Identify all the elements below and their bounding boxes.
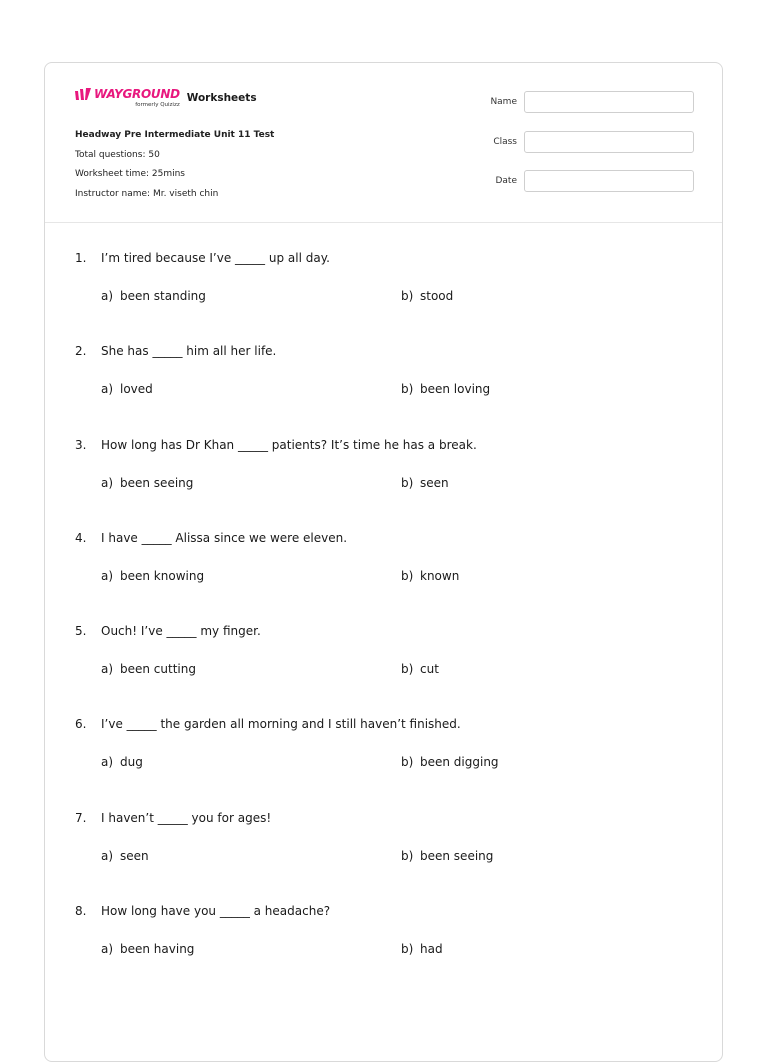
option-a[interactable]: [101, 848, 149, 864]
option-a[interactable]: [101, 661, 196, 677]
question-list: [75, 239, 695, 985]
wayground-mark-icon: [75, 88, 91, 100]
product-name: Worksheets: [186, 92, 257, 104]
question-text: I haven’t _____ you for ages!: [101, 810, 272, 825]
option-b[interactable]: [401, 381, 490, 397]
question-text: I have _____ Alissa since we were eleven.: [101, 530, 348, 545]
worksheet-header: [45, 63, 722, 223]
student-fields: [475, 90, 694, 209]
brand: [75, 87, 257, 109]
instructor-name: Instructor name: Mr. viseth chin: [75, 188, 219, 199]
option-letter: b): [401, 662, 414, 677]
option-a[interactable]: [101, 288, 206, 304]
total-questions: Total questions: 50: [75, 149, 160, 160]
option-b[interactable]: [401, 661, 439, 677]
option-letter: b): [401, 475, 414, 490]
class-label: Class: [493, 136, 517, 147]
option-text: been loving: [420, 382, 491, 397]
option-text: cut: [420, 662, 439, 677]
option-letter: a): [101, 755, 114, 770]
option-letter: b): [401, 942, 414, 957]
option-letter: a): [101, 848, 114, 863]
option-letter: a): [101, 568, 114, 583]
worksheet-page: [44, 62, 723, 1062]
option-b[interactable]: [401, 941, 443, 957]
option-letter: a): [101, 289, 114, 303]
question-4: [75, 519, 695, 612]
option-text: known: [420, 568, 460, 583]
class-field[interactable]: [524, 131, 694, 153]
worksheet-time: Worksheet time: 25mins: [75, 169, 185, 179]
question-text: I’m tired because I’ve _____ up all day.: [101, 251, 330, 265]
name-label: Name: [490, 97, 517, 107]
option-letter: a): [101, 662, 114, 677]
option-letter: b): [401, 382, 414, 397]
option-letter: b): [401, 848, 414, 863]
question-7: [75, 799, 695, 892]
name-field[interactable]: [524, 91, 694, 113]
option-a[interactable]: [101, 941, 194, 957]
question-6: [75, 705, 695, 798]
question-number: 4.: [75, 530, 87, 545]
option-text: had: [420, 942, 443, 957]
option-b[interactable]: [401, 475, 449, 491]
question-number: 6.: [75, 717, 87, 732]
option-text: been digging: [420, 755, 499, 770]
option-text: been seeing: [420, 848, 494, 863]
question-2: [75, 332, 695, 425]
question-number: 1.: [75, 251, 87, 265]
question-8: [75, 892, 695, 985]
option-text: been having: [120, 942, 195, 957]
option-b[interactable]: [401, 754, 499, 770]
class-field-row: [475, 130, 694, 154]
option-letter: b): [401, 568, 414, 583]
wayground-logo: [75, 87, 180, 109]
question-text: Ouch! I’ve _____ my finger.: [101, 624, 261, 639]
question-5: [75, 612, 695, 705]
option-letter: b): [401, 755, 414, 770]
question-text: How long have you _____ a headache?: [101, 904, 331, 919]
option-text: stood: [420, 289, 454, 303]
option-a[interactable]: [101, 381, 153, 397]
option-letter: a): [101, 382, 114, 397]
question-1: [75, 239, 695, 332]
option-text: seen: [120, 848, 149, 863]
worksheet-title: Headway Pre Intermediate Unit 11 Test: [75, 130, 275, 140]
date-field[interactable]: [524, 170, 694, 192]
question-text: I’ve _____ the garden all morning and I still haven’t finished.: [101, 717, 461, 732]
option-text: loved: [120, 382, 153, 397]
name-field-row: [475, 90, 694, 114]
worksheet-meta: [75, 126, 274, 204]
option-text: seen: [420, 475, 449, 490]
option-b[interactable]: [401, 568, 459, 584]
option-text: dug: [120, 755, 143, 770]
option-a[interactable]: [101, 568, 204, 584]
option-letter: b): [401, 289, 414, 303]
option-letter: a): [101, 475, 114, 490]
option-text: been seeing: [120, 475, 194, 490]
option-a[interactable]: [101, 754, 143, 770]
option-b[interactable]: [401, 288, 453, 304]
question-text: She has _____ him all her life.: [101, 344, 277, 359]
question-number: 5.: [75, 624, 87, 639]
question-text: How long has Dr Khan _____ patients? It’s time he has a break.: [101, 437, 477, 452]
logo-text: WAYGROUND: [94, 87, 180, 101]
option-text: been knowing: [120, 568, 205, 583]
question-number: 8.: [75, 904, 87, 919]
date-label: Date: [495, 176, 517, 186]
logo-subtitle: formerly Quizizz: [135, 102, 180, 108]
option-b[interactable]: [401, 848, 493, 864]
question-number: 3.: [75, 437, 87, 452]
question-number: 2.: [75, 344, 87, 359]
option-text: been standing: [120, 289, 206, 303]
option-letter: a): [101, 942, 114, 957]
option-text: been cutting: [120, 662, 196, 677]
option-a[interactable]: [101, 475, 193, 491]
question-3: [75, 426, 695, 519]
question-number: 7.: [75, 810, 87, 825]
date-field-row: [475, 169, 694, 193]
